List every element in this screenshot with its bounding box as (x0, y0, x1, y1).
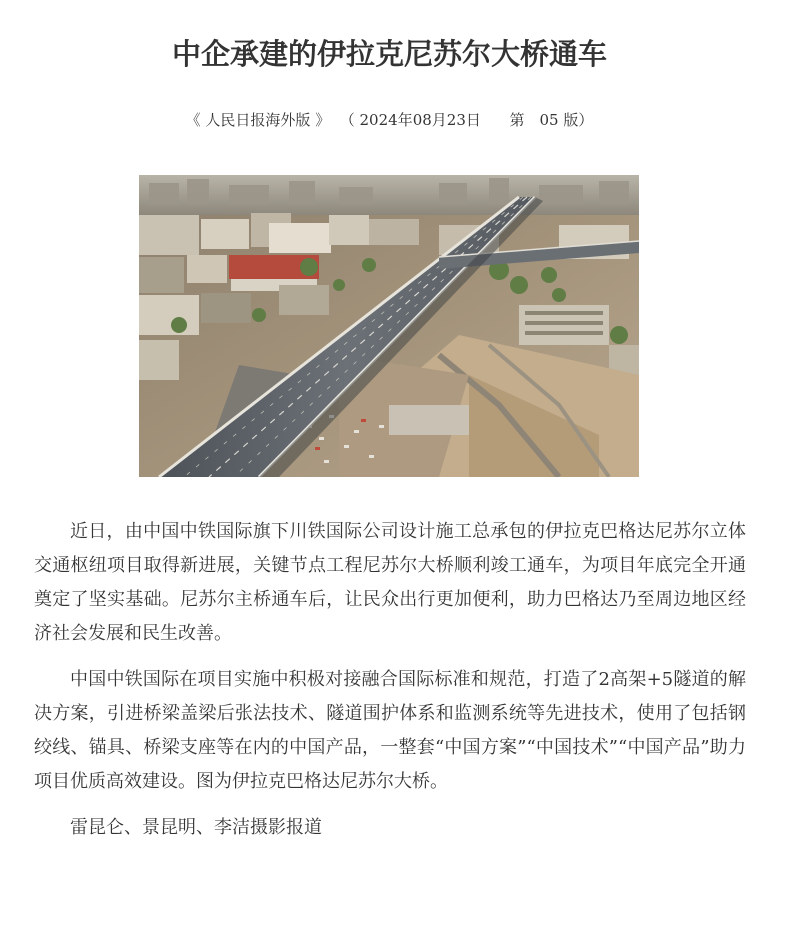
publication-date: （ 2024年08月23日 (339, 111, 481, 129)
paragraph-2: 中国中铁国际在项目实施中积极对接融合国际标准和规范，打造了2高架+5隧道的解决方案，引进桥梁盖梁后张法技术、隧道围护体系和监测系统等先进技术，使用了包括钢绞线、锚具、桥梁支座等在内的中国产品，一整套“中国方案”“中国技术”“中国产品”助力项目优质高效建设。图为伊拉克巴格达尼苏尔大桥。 (34, 669, 746, 792)
article-title: 中企承建的伊拉克尼苏尔大桥通车 (171, 37, 607, 71)
bridge-aerial-photo (139, 175, 639, 477)
photo-credit: 雷昆仑、景昆明、李洁摄影报道 (70, 817, 322, 838)
article-source-line (0, 108, 779, 132)
article-body (34, 515, 746, 857)
page-number: 第 05 版） (509, 111, 594, 129)
paragraph-1: 近日，由中国中铁国际旗下川铁国际公司设计施工总承包的伊拉克巴格达尼苏尔立体交通枢纽项目取得新进展，关键节点工程尼苏尔大桥顺利竣工通车，为项目年底完全开通奠定了坚实基础。尼苏尔主桥通车后，让民众出行更加便利，助力巴格达乃至周边地区经济社会发展和民生改善。 (34, 521, 746, 644)
publication-name: 《 人民日报海外版 》 (185, 111, 331, 129)
